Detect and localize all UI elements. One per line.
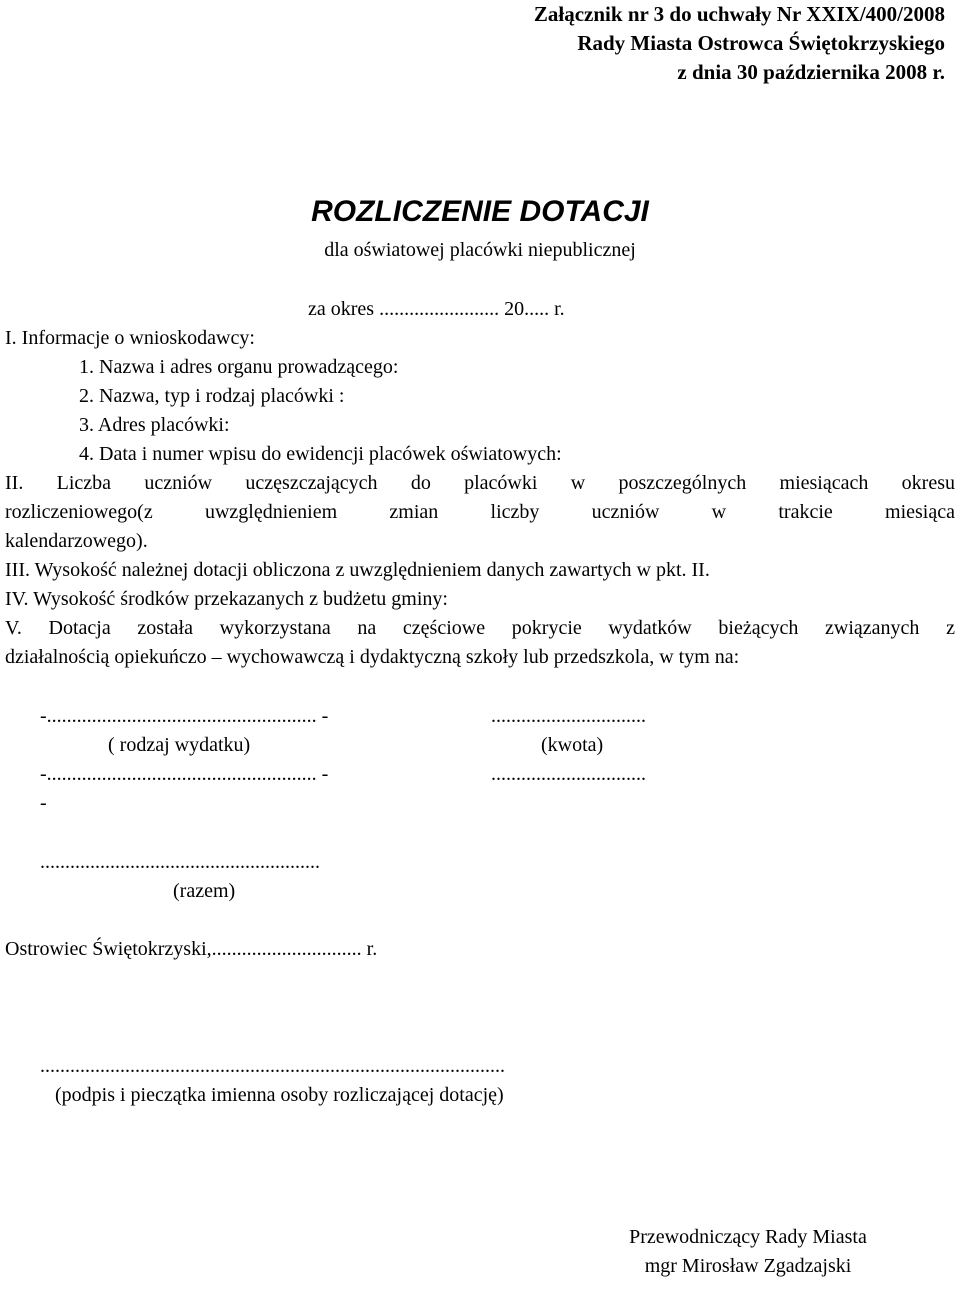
- section-4-text: IV. Wysokość środków przekazanych z budżetu gminy:: [5, 588, 448, 610]
- section-2-line-1: II. Liczba uczniów uczęszczających do placówki w poszczególnych miesiącach okresu: [5, 472, 955, 494]
- signature-dots: .............................................................................................: [40, 1055, 505, 1077]
- attachment-header-line-3: z dnia 30 października 2008 r.: [677, 60, 945, 84]
- section-1-item-3: 3. Adres placówki:: [79, 414, 230, 436]
- section-1-item-1: 1. Nazwa i adres organu prowadzącego:: [79, 356, 399, 378]
- expense-row-1-amount: ...............................: [491, 705, 646, 727]
- section-5-line-2: działalnością opiekuńczo – wychowawczą i dydaktyczną szkoły lub przedszkola, w tym na:: [5, 646, 740, 668]
- section-2-line-3: kalendarzowego).: [5, 530, 148, 552]
- expense-total-dots: ........................................................: [40, 851, 320, 873]
- section-2-line-2: rozliczeniowego(z uwzględnieniem zmian liczby uczniów w trakcie miesiąca: [5, 501, 955, 523]
- attachment-header-line-1: Załącznik nr 3 do uchwały Nr XXIX/400/2008: [533, 2, 945, 26]
- expense-amount-label: (kwota): [541, 734, 604, 756]
- expense-total-label: (razem): [173, 880, 236, 902]
- expense-row-2-type: -...................................................... -: [40, 763, 329, 785]
- section-1-item-2: 2. Nazwa, typ i rodzaj placówki :: [79, 385, 345, 407]
- document-subtitle: dla oświatowej placówki niepublicznej: [324, 239, 636, 261]
- section-3-text: III. Wysokość należnej dotacji obliczona z uwzględnieniem danych zawartych w pkt. II.: [5, 559, 710, 581]
- document-title: ROZLICZENIE DOTACJI: [311, 195, 649, 228]
- expense-row-1-type: -...................................................... -: [40, 705, 329, 727]
- expense-row-2-amount: ...............................: [491, 763, 646, 785]
- section-1-item-4: 4. Data i numer wpisu do ewidencji placówek oświatowych:: [79, 443, 562, 465]
- attachment-header-line-2: Rady Miasta Ostrowca Świętokrzyskiego: [577, 31, 945, 55]
- signature-label: (podpis i pieczątka imienna osoby rozliczającej dotację): [55, 1084, 504, 1106]
- expense-type-label: ( rodzaj wydatku): [108, 734, 251, 756]
- chairman-title: Przewodniczący Rady Miasta: [629, 1226, 867, 1248]
- chairman-name: mgr Mirosław Zgadzajski: [644, 1255, 852, 1277]
- expense-row-3-dash: -: [40, 792, 47, 814]
- section-1-heading: I. Informacje o wnioskodawcy:: [5, 327, 255, 349]
- period-field: za okres ........................ 20..... r.: [308, 298, 565, 320]
- section-5-line-1: V. Dotacja została wykorzystana na częściowe pokrycie wydatków bieżących związanych z: [5, 617, 955, 639]
- place-date-field: Ostrowiec Świętokrzyski,.............................. r.: [5, 938, 378, 960]
